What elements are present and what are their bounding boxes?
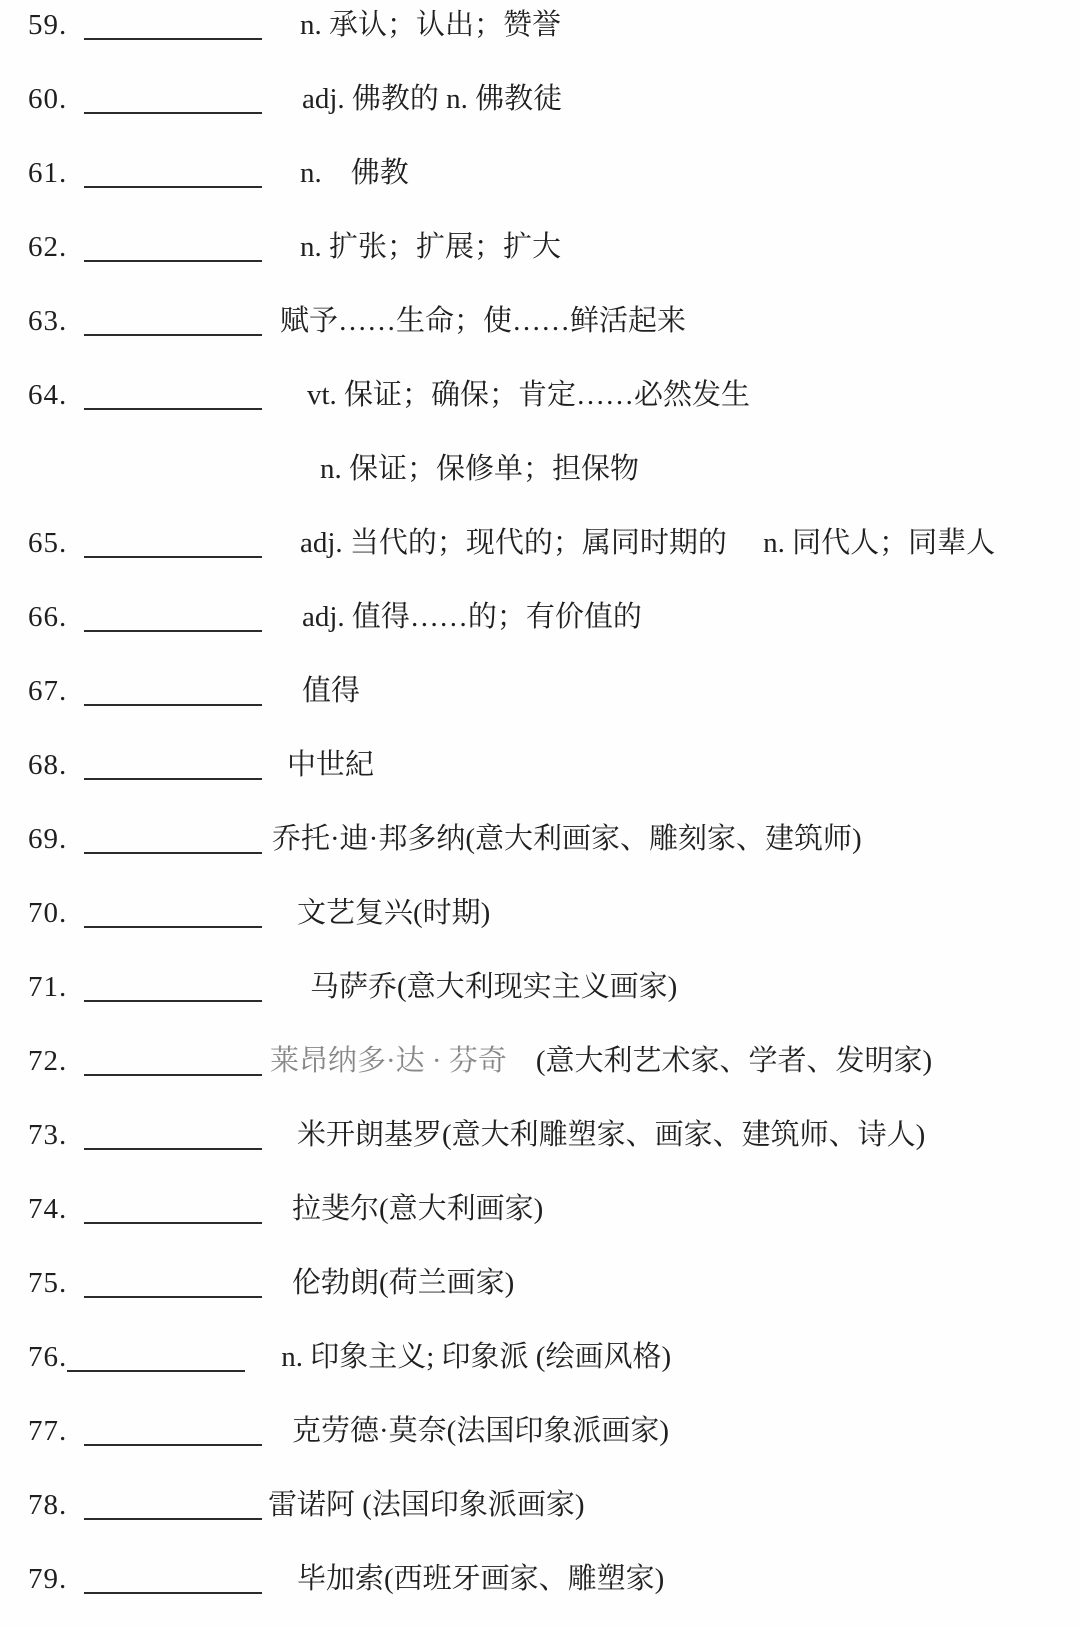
vocab-row <box>28 1482 1070 1556</box>
row-number: 68. <box>28 749 68 781</box>
definition-text: 拉斐尔(意大利画家) <box>292 1193 544 1225</box>
row-number: 72. <box>28 1045 68 1077</box>
row-number: 67. <box>28 675 68 707</box>
answer-blank <box>84 1516 262 1520</box>
vocab-row-continuation <box>28 446 1070 520</box>
answer-blank <box>84 110 262 114</box>
answer-blank <box>84 406 262 410</box>
answer-blank <box>67 1368 245 1372</box>
vocab-row <box>28 816 1070 890</box>
vocab-row <box>28 76 1070 150</box>
vocab-row <box>28 2 1070 76</box>
vocab-row <box>28 1112 1070 1186</box>
vocab-row <box>28 1186 1070 1260</box>
definition-text: n. 保证；保修单；担保物 <box>320 453 640 485</box>
definition-text: n. 印象主义; 印象派 (绘画风格) <box>281 1341 672 1373</box>
row-number: 64. <box>28 379 68 411</box>
definition-text: 值得 <box>302 675 361 707</box>
vocab-row <box>28 890 1070 964</box>
definition-text: 毕加索(西班牙画家、雕塑家) <box>297 1563 665 1595</box>
vocab-row <box>28 224 1070 298</box>
vocab-row <box>28 594 1070 668</box>
vocab-row <box>28 150 1070 224</box>
vocab-row <box>28 1038 1070 1112</box>
row-number: 78. <box>28 1489 68 1521</box>
answer-blank <box>84 184 262 188</box>
row-number: 79. <box>28 1563 68 1595</box>
answer-blank <box>84 702 262 706</box>
definition-text: 文艺复兴(时期) <box>297 897 491 929</box>
definition-text: vt. 保证；确保；肯定……必然发生 <box>307 379 751 411</box>
answer-blank <box>84 332 262 336</box>
vocab-row <box>28 1260 1070 1334</box>
definition-text: 马萨乔(意大利现实主义画家) <box>310 971 678 1003</box>
answer-blank <box>84 1590 262 1594</box>
answer-blank <box>84 924 262 928</box>
row-number: 65. <box>28 527 68 559</box>
row-number: 61. <box>28 157 68 189</box>
answer-blank <box>84 628 262 632</box>
definition-text: 中世紀 <box>287 749 375 781</box>
definition-text: 伦勃朗(荷兰画家) <box>292 1267 515 1299</box>
vocab-row <box>28 742 1070 816</box>
row-number: 60. <box>28 83 68 115</box>
row-number: 76. <box>28 1341 68 1373</box>
row-number: 66. <box>28 601 68 633</box>
vocab-row <box>28 964 1070 1038</box>
row-number: 69. <box>28 823 68 855</box>
vocab-row <box>28 372 1070 446</box>
answer-blank <box>84 554 262 558</box>
vocab-row <box>28 1408 1070 1482</box>
row-number: 62. <box>28 231 68 263</box>
answer-blank <box>84 1220 262 1224</box>
vocab-row <box>28 1334 1070 1408</box>
definition-text: n. 佛教 <box>300 157 409 189</box>
row-number: 70. <box>28 897 68 929</box>
vocab-row <box>28 668 1070 742</box>
answer-blank <box>84 850 262 854</box>
definition-text: adj. 值得……的；有价值的 <box>302 601 642 633</box>
definition-text: 米开朗基罗(意大利雕塑家、画家、建筑师、诗人) <box>297 1119 926 1151</box>
definition-text: 雷诺阿 (法国印象派画家) <box>268 1489 585 1521</box>
definition-text: adj. 佛教的 n. 佛教徒 <box>302 83 563 115</box>
answer-blank <box>84 998 262 1002</box>
definition-text: n. 扩张；扩展；扩大 <box>300 231 562 263</box>
vocab-row <box>28 520 1070 594</box>
row-number: 77. <box>28 1415 68 1447</box>
answer-blank <box>84 1146 262 1150</box>
vocab-row <box>28 1556 1070 1627</box>
definition-name-muted: 莱昂纳多·达 · 芬奇 <box>270 1045 507 1077</box>
answer-blank <box>84 1294 262 1298</box>
row-number: 74. <box>28 1193 68 1225</box>
definition-text: 赋予……生命；使……鲜活起来 <box>280 305 687 337</box>
row-number: 73. <box>28 1119 68 1151</box>
definition-text: n. 承认；认出；赞誉 <box>300 9 562 41</box>
definition-text: 克劳德·莫奈(法国印象派画家) <box>292 1415 669 1447</box>
row-number: 59. <box>28 9 68 41</box>
answer-blank <box>84 36 262 40</box>
definition-text: adj. 当代的；现代的；属同时期的 n. 同代人；同辈人 <box>300 527 996 559</box>
vocab-row <box>28 298 1070 372</box>
row-number: 63. <box>28 305 68 337</box>
answer-blank <box>84 258 262 262</box>
answer-blank <box>84 776 262 780</box>
row-number: 71. <box>28 971 68 1003</box>
row-number: 75. <box>28 1267 68 1299</box>
answer-blank <box>84 1442 262 1446</box>
definition-text: (意大利艺术家、学者、发明家) <box>506 1045 933 1077</box>
definition-text: 乔托·迪·邦多纳(意大利画家、雕刻家、建筑师) <box>272 823 862 855</box>
answer-blank <box>84 1072 262 1076</box>
